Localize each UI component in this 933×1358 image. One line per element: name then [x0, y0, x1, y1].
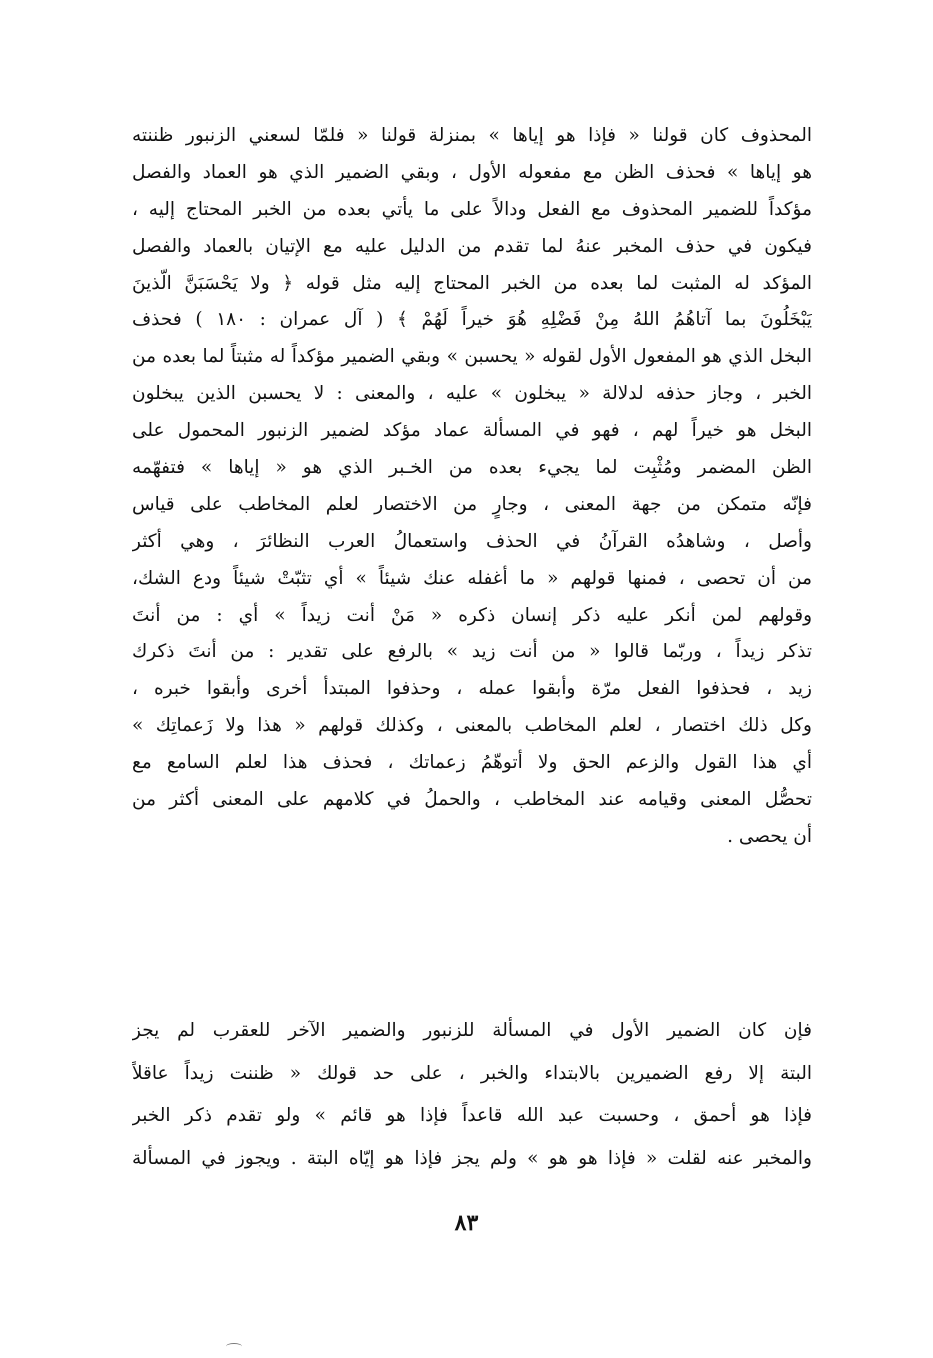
text-line: الخبر ، وجاز حذفه لدلالة « يبخلون » عليه ، والمعنى : لا يحسبن الذين يبخلون — [132, 383, 812, 405]
text-line: أي هذا القول والزعم الحق ولا أتوهّمُ زعماتك ، فحذف هذا لعلم السامع مع — [132, 752, 812, 774]
text-line: والمخبر عنه لقلت « فإذا هو هو » ولم يجز فإذا هو إيّاه البتة . ويجوز في المسألة — [132, 1147, 812, 1169]
text-line: هو إياها » فحذف الظن مع مفعوله الأول ، وبقي الضمير الذي هو العماد والفصل — [132, 161, 812, 183]
text-line: تذكر زيداً ، وربّما قالوا « من أنت زيد » بالرفع على تقدير : من أنتَ ذكرك — [132, 641, 812, 663]
text-line: البخل الذي هو المفعول الأول لقوله « يحسبن » وبقي الضمير مؤكداً له مثبتاً لما بعده من — [132, 346, 812, 368]
text-line: زيد ، فحذفوا الفعل مرّة وأبقوا عمله ، وحذفوا المبتدأ أخرى وأبقوا خبره ، — [132, 678, 812, 700]
text-line: وكل ذلك اختصار ، لعلم المخاطب بالمعنى ، وكذلك قولهم « هذا ولا زَعماتِك » — [132, 715, 812, 737]
text-line: وأصل ، وشاهدُه القرآنُ في الحذف واستعمالُ العرب النظائرَ ، وهي أكثر — [132, 530, 812, 552]
text-line: المحذوف كان قولنا « فإذا هو إياها » بمنزلة قولنا « فلمّا لسعني الزنبور ظننته — [132, 125, 812, 146]
text-line: البتة إلا رفع الضميرين بالابتداء والخبر ، على حد قولك « ظننت زيداً عاقلاً — [132, 1062, 812, 1084]
text-line: الظن المضمر ومُثْبِت لما يجيء بعده من الخـبر الذي هو « إياها » فتفهّمه — [132, 457, 812, 479]
text-line: تحصُّل المعنى وقيامه عند المخاطب ، والحملُ في كلامهم على المعنى أكثر من — [132, 789, 812, 811]
text-line: مؤكداً للضمير المحذوف مع الفعل ودالاً على ما يأتي بعده من الخبر المحتاج إليه ، — [132, 198, 812, 220]
scan-mark — [226, 1343, 242, 1350]
page-number: ٨٣ — [454, 1210, 479, 1236]
text-line: وقولهم لمن أنكر عليه ذكر إنسان ذكره « مَنْ أنت زيداً » أي : من أنتَ — [132, 604, 812, 626]
paragraph-2 — [132, 1010, 812, 1180]
text-line: المؤكد له المثبت لما بعده من الخبر المحتاج إليه مثل قوله ﴿ ولا يَحْسَبَنَّ الّذينَ — [132, 272, 812, 294]
text-line: من أن تحصى ، فمنها قولهم « ما أغفله عنك شيئاً » أي تثبّتْ شيئاً ودع الشك، — [132, 567, 812, 589]
paragraph-1 — [132, 118, 812, 856]
text-line: فإنّه متمكن من جهة المعنى ، وجارٍ من الاختصار لعلم المخاطب على قياس — [132, 493, 812, 515]
text-line: فإذا هو أحمق ، وحسبت عبد الله قاعداً فإذا هو قائم » ولو تقدم ذكر الخبر — [132, 1105, 812, 1126]
text-line: فإن كان الضمير الأول في المسألة للزنبور والضمير الآخر للعقرب لم يجز — [132, 1020, 812, 1041]
text-line: أن يحصى . — [727, 825, 812, 847]
text-line: فيكون في حذف المخبر عنهُ لما تقدم من الدليل عليه مع الإتيان بالعماد والفصل — [132, 235, 812, 257]
text-line: البخل هو خيراً لهم ، فهو في المسألة عماد مؤكد لضمير الزنبور المحمول على — [132, 420, 812, 442]
text-line: يَبْخَلُونَ بما آتاهُمُ اللهُ مِنْ فَضْلِهِ هُوَ خيراً لَهُمْ ﴾ ( آل عمران : ١٨٠ ) فحذف — [132, 309, 812, 331]
